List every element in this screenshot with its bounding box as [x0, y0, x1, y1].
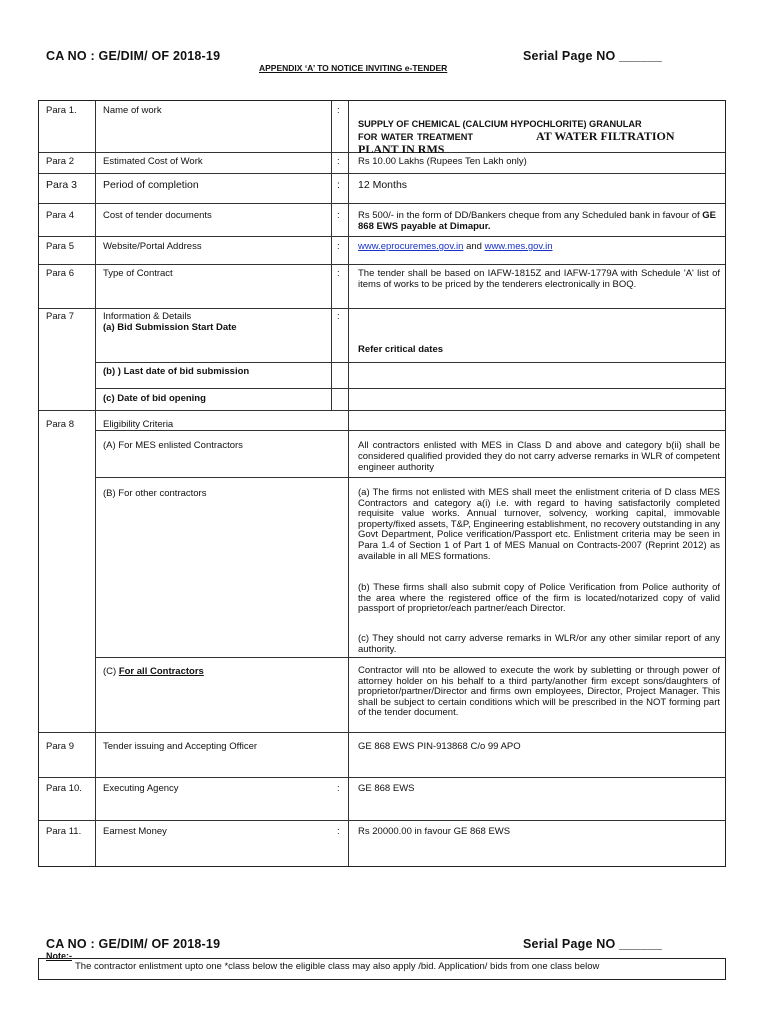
para-number: Para 9 [46, 741, 74, 752]
colon: : [337, 156, 340, 167]
row-divider [39, 410, 725, 411]
all-contractors-value: Contractor will nto be allowed to execute the work by subletting or through power of attorney holder on his behalf to a third party/another firm except sons/daughters of proprietor/partner/Director and firms own employees, Director, Project Manager. This shall be subject to certain conditions which will be prescribed in the NOT forming part of the tender document. [358, 665, 720, 719]
mes-enlisted-label: (A) For MES enlisted Contractors [103, 440, 243, 451]
para-number: Para 10. [46, 783, 82, 794]
cost-of-tender-documents-value: Rs 500/- in the form of DD/Bankers cheque from any Scheduled bank in favour of GE 868 EWS payable at Dimapur. [358, 210, 717, 232]
row-divider [95, 388, 725, 389]
row-divider [39, 173, 725, 174]
executing-agency-label: Executing Agency [103, 783, 179, 794]
name-of-work-value: PLANT IN RMS [358, 142, 445, 156]
column-divider [331, 101, 332, 410]
website-portal-value: www.eprocuremes.gov.in and www.mes.gov.in [358, 241, 553, 252]
tender-officer-value: GE 868 EWS PIN-913868 C/o 99 APO [358, 741, 521, 752]
refer-critical-dates: Refer critical dates [358, 344, 444, 355]
row-divider [39, 732, 725, 733]
mes-gov-link[interactable]: www.mes.gov.in [484, 241, 553, 252]
colon: : [337, 783, 340, 794]
estimated-cost-value: Rs 10.00 Lakhs (Rupees Ten Lakh only) [358, 156, 527, 167]
estimated-cost-label: Estimated Cost of Work [103, 156, 203, 167]
eprocuremes-link[interactable]: www.eprocuremes.gov.in [358, 241, 464, 252]
para-number: Para 5 [46, 241, 74, 252]
serial-page-number: Serial Page NO ______ [523, 49, 663, 63]
colon: : [337, 826, 340, 837]
colon: : [337, 268, 340, 279]
bid-submission-start-label: (a) Bid Submission Start Date [103, 322, 237, 333]
row-divider [39, 777, 725, 778]
earnest-money-value: Rs 20000.00 in favour GE 868 EWS [358, 826, 511, 837]
row-divider [95, 657, 725, 658]
row-divider [39, 820, 725, 821]
name-of-work-label: Name of work [103, 105, 162, 116]
last-date-bid-submission-label: (b) ) Last date of bid submission [103, 366, 250, 377]
row-divider [95, 430, 725, 431]
bid-opening-date-label: (c) Date of bid opening [103, 393, 206, 404]
website-portal-label: Website/Portal Address [103, 241, 202, 252]
row-divider [39, 236, 725, 237]
row-divider [39, 308, 725, 309]
para-number: Para 3 [46, 179, 77, 191]
executing-agency-value: GE 868 EWS [358, 783, 415, 794]
serial-page-number-footer: Serial Page NO ______ [523, 937, 663, 951]
note-box [38, 958, 726, 980]
para-number: Para 4 [46, 210, 74, 221]
para-number: Para 8 [46, 419, 74, 430]
note-label: Note:- [46, 951, 72, 961]
row-divider [39, 264, 725, 265]
para-number: Para 11. [46, 826, 82, 837]
para-number: Para 6 [46, 268, 74, 279]
period-of-completion-value: 12 Months [358, 179, 408, 191]
note-text: The contractor enlistment upto one *class below the eligible class may also apply /bid. Application/ bids from one class below [75, 961, 600, 972]
ca-number-footer: CA NO : GE/DIM/ OF 2018-19 [46, 937, 221, 951]
colon: : [337, 105, 340, 116]
ca-number-header: CA NO : GE/DIM/ OF 2018-19 [46, 49, 221, 63]
type-of-contract-value: The tender shall be based on IAFW-1815Z and IAFW-1779A with Schedule 'A' list of items of works to be priced by the tenderers electronically in BOQ. [358, 268, 720, 290]
para-number: Para 2 [46, 156, 74, 167]
colon: : [337, 210, 340, 221]
para-number: Para 7 [46, 311, 74, 322]
appendix-title: APPENDIX ‘A’ TO NOTICE INVITING e-TENDER [259, 63, 448, 73]
other-contractors-criteria-c: (c) They should not carry adverse remarks in WLR/or any other similar report of any authority. [358, 633, 720, 655]
other-contractors-criteria-b: (b) These firms shall also submit copy of Police Verification from Police authority of the area where the registered office of the firm is located/notarized copy of valid passport of proprietor/each partner/each Director. [358, 582, 720, 615]
name-of-work-value: SUPPLY OF CHEMICAL (CALCIUM HYPOCHLORITE) GRANULAR [358, 119, 642, 129]
column-divider [348, 101, 349, 866]
tender-officer-label: Tender issuing and Accepting Officer [103, 741, 258, 752]
row-divider [95, 477, 725, 478]
mes-enlisted-value: All contractors enlisted with MES in Class D and above and category b(ii) shall be considered qualified provided they do not carry adverse remarks in WLR of competent engineer authority [358, 440, 720, 473]
information-details-label: Information & Details [103, 311, 192, 322]
colon: : [337, 311, 340, 322]
colon: : [337, 241, 340, 252]
all-contractors-label: (C) For all Contractors [103, 666, 204, 677]
colon: : [337, 179, 340, 191]
row-divider [39, 203, 725, 204]
column-divider [95, 101, 96, 866]
name-of-work-value: AT WATER FILTRATION [536, 129, 675, 143]
other-contractors-criteria-a: (a) The firms not enlisted with MES shall meet the enlistment criteria of D class MES Contractors and category a(i) i.e. with regard to having satisfactorily completed requisite value works. Annual turnover, solvency, working capital, immovable property/fixed assets, T&P, Engineering establishment, no recovery outstanding in any Govt Department, Police verification/Passport etc. Enlistment criteria may be seen in Para 1.4 of Section 1 of Part 1 of MES Manual on Contracts-2007 (Reprint 2012) as available in all MES formations. [358, 487, 720, 562]
earnest-money-label: Earnest Money [103, 826, 167, 837]
tender-details-table [38, 100, 726, 867]
name-of-work-value: FOR WATER TREATMENT [358, 132, 473, 142]
other-contractors-label: (B) For other contractors [103, 488, 207, 499]
para-number: Para 1. [46, 105, 77, 116]
row-divider [95, 362, 725, 363]
period-of-completion-label: Period of completion [103, 179, 199, 191]
eligibility-criteria-label: Eligibility Criteria [103, 419, 174, 430]
type-of-contract-label: Type of Contract [103, 268, 173, 279]
cost-of-tender-documents-label: Cost of tender documents [103, 210, 212, 221]
